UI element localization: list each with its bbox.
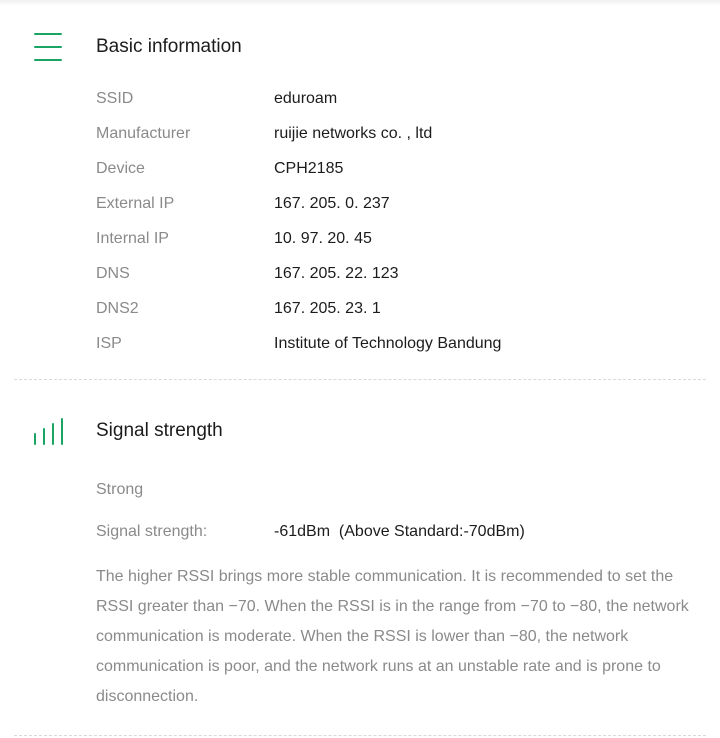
info-value: ruijie networks co. , ltd [274,125,433,142]
rssi-description: The higher RSSI brings more stable communication. It is recommended to set the RSSI greater than −70. When the RSSI is in the range from −70 to −80, the network communication is moderate. When the RSSI is lower than −80, the network communication is poor, and the network runs at an unstable rate and is prone to disconnection. [96,568,689,705]
menu-icon [34,33,62,61]
signal-strength-label: Signal strength: [96,523,208,540]
info-value: CPH2185 [274,160,344,177]
signal-strength-title: Signal strength [96,420,223,441]
info-label: Internal IP [96,230,169,247]
info-value: 167. 205. 0. 237 [274,195,390,212]
info-label: Device [96,160,145,177]
info-value: Institute of Technology Bandung [274,335,502,352]
section-divider [14,735,706,736]
signal-bars-icon [34,417,64,445]
section-divider [14,379,706,380]
info-label: ISP [96,335,122,352]
info-label: External IP [96,195,175,212]
info-label: Manufacturer [96,125,191,142]
info-label: DNS [96,265,130,282]
info-label: DNS2 [96,300,139,317]
signal-status: Strong [96,481,144,498]
top-shadow [0,0,720,6]
info-value: 167. 205. 23. 1 [274,300,381,317]
signal-strength-value: -61dBm (Above Standard:-70dBm) [274,523,525,540]
basic-info-title: Basic information [96,36,242,57]
info-label: SSID [96,90,134,107]
info-value: 167. 205. 22. 123 [274,265,399,282]
info-value: eduroam [274,90,338,107]
info-value: 10. 97. 20. 45 [274,230,372,247]
